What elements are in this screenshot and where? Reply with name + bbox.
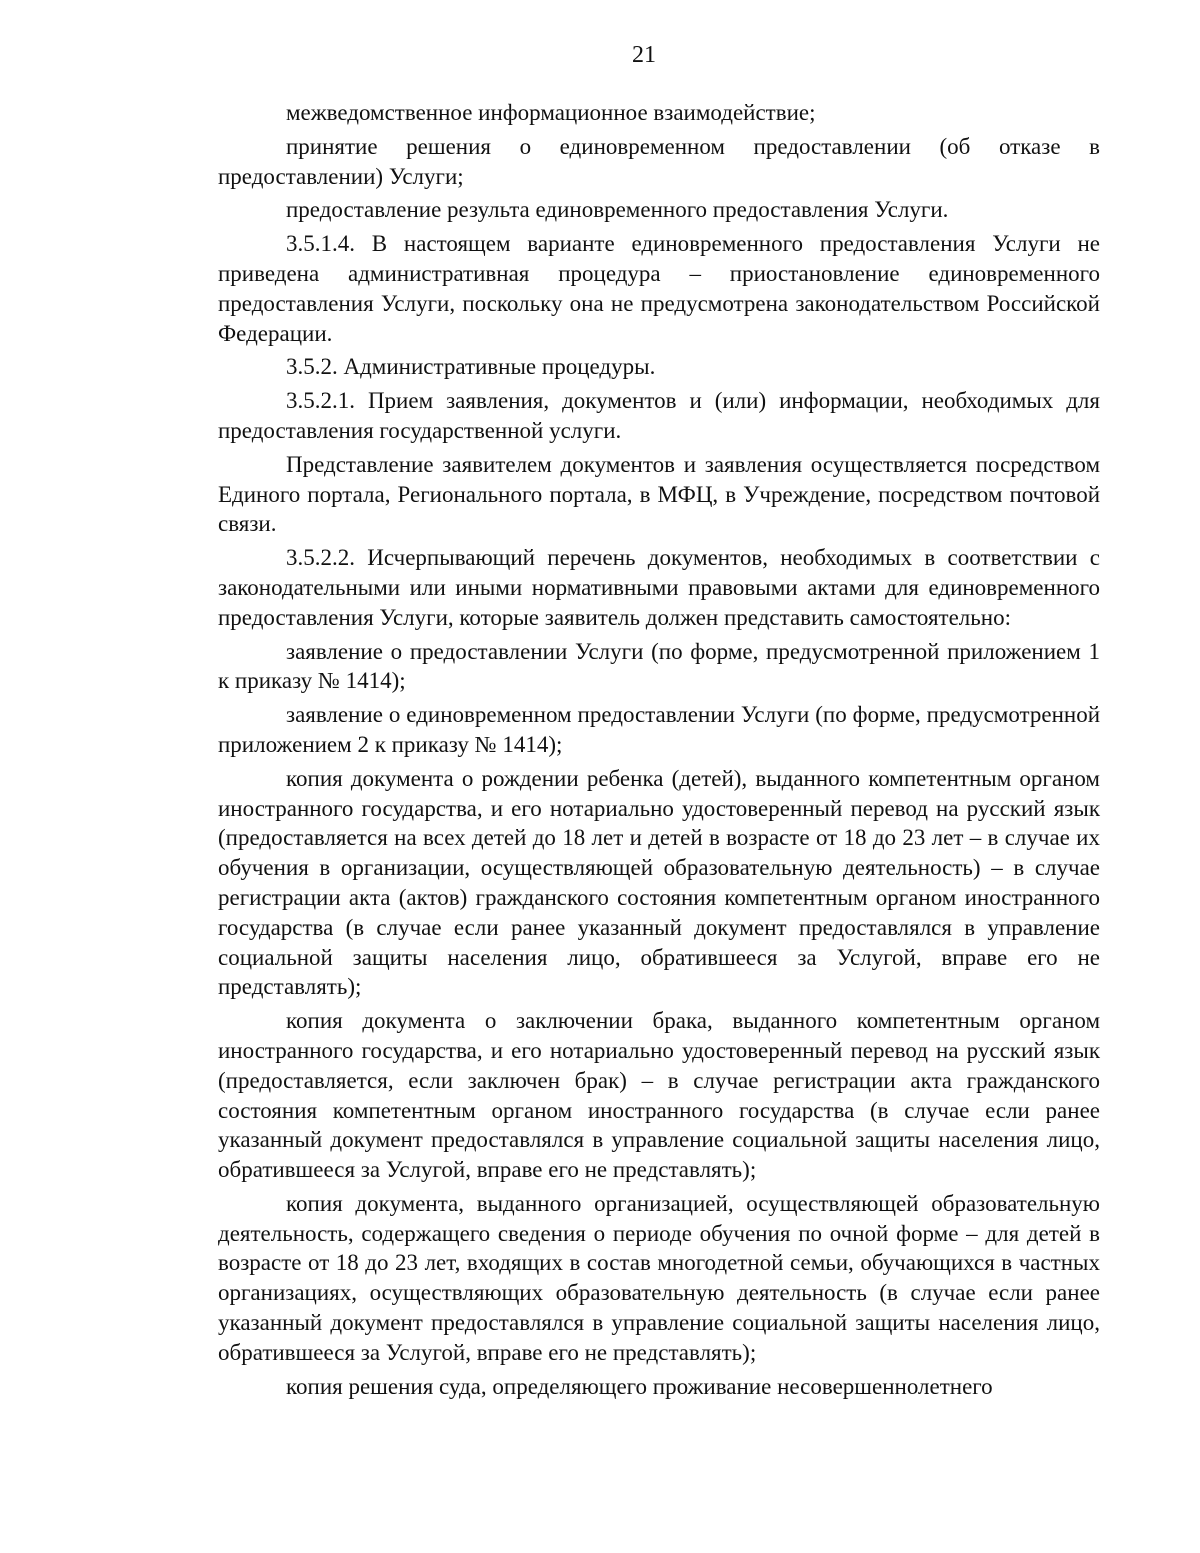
paragraph-3-5-2-2: 3.5.2.2. Исчерпывающий перечень документов, необходимых в соответствии с законодательными или иными нормативными правовыми актами для единовременного предоставления Услуги, которые заявитель должен представить самостоятельно:: [218, 545, 1100, 630]
document-body: [218, 98, 1100, 1401]
paragraph-marriage-document: копия документа о заключении брака, выданного компетентным органом иностранного государства, и его нотариально удостоверенный перевод на русский язык (предоставляется, если заключен брак) – в случае регистрации акта гражданского состояния компетентным органом иностранного государства (в случае если ранее указанный документ предоставлялся в управление социальной защиты населения лицо, обратившееся за Услугой, вправе его не представлять);: [218, 1008, 1100, 1183]
paragraph-interagency-interaction: межведомственное информационное взаимодействие;: [286, 100, 816, 125]
paragraph-application-form-2: заявление о единовременном предоставлении Услуги (по форме, предусмотренной приложением 2 к приказу № 1414);: [218, 702, 1100, 757]
paragraph-result: предоставление результа единовременного предоставления Услуги.: [286, 197, 949, 223]
paragraph-submission-channels: Представление заявителем документов и заявления осуществляется посредством Единого портала, Регионального портала, в МФЦ, в Учреждение, посредством почтовой связи.: [218, 451, 1100, 537]
paragraph-3-5-2: 3.5.2. Административные процедуры.: [286, 354, 656, 380]
paragraph-3-5-2-1: 3.5.2.1. Прием заявления, документов и (или) информации, необходимых для предоставления государственной услуги.: [218, 388, 1100, 443]
paragraph-education-document: копия документа, выданного организацией, осуществляющей образовательную деятельность, содержащего сведения о периоде обучения по очной форме – для детей в возрасте от 18 до 23 лет, входящих в состав многодетной семьи, обучающихся в частных организациях, осуществляющих образовательную деятельность (в случае если ранее указанный документ предоставлялся в управление социальной защиты населения лицо, обратившееся за Услугой, вправе его не представлять);: [218, 1190, 1100, 1365]
paragraph-decision: принятие решения о единовременном предоставлении (об отказе в предоставлении) Услуги;: [218, 133, 1100, 189]
paragraph-3-5-1-4: 3.5.1.4. В настоящем варианте единовременного предоставления Услуги не приведена административная процедура – приостановление единовременного предоставления Услуги, поскольку она не предусмотрена законодательством Российской Федерации.: [218, 231, 1100, 346]
paragraph-court-decision: копия решения суда, определяющего проживание несовершеннолетнего: [286, 1373, 993, 1399]
page-number: 21: [632, 42, 656, 68]
paragraph-birth-document: копия документа о рождении ребенка (детей), выданного компетентным органом иностранного государства, и его нотариально удостоверенный перевод на русский язык (предоставляется на всех детей до 18 лет и детей в возрасте от 18 до 23 лет – в случае их обучения в организации, осуществляющей образовательную деятельность) – в случае регистрации акта (актов) гражданского состояния компетентным органом иностранного государства (в случае если ранее указанный документ предоставлялся в управление социальной защиты населения лицо, обратившееся за Услугой, вправе его не представлять);: [218, 765, 1100, 1000]
paragraph-application-form-1: заявление о предоставлении Услуги (по форме, предусмотренной приложением 1 к приказу № 1414);: [218, 638, 1100, 694]
